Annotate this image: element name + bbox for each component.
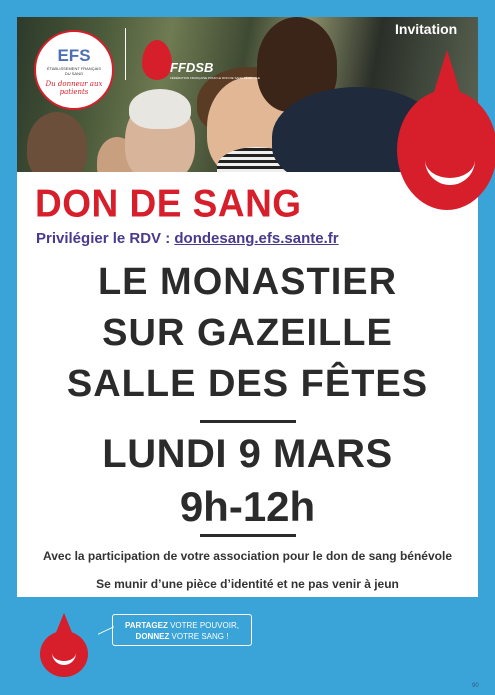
event-time: 9h-12h: [179, 483, 316, 530]
efs-name: ÉTABLISSEMENT FRANÇAIS DU SANG: [46, 66, 102, 76]
blood-drop-icon-body: [397, 90, 495, 210]
location-line-3: SALLE DES FÊTES: [66, 363, 429, 405]
ffdsb-drop-icon: [142, 40, 172, 80]
person-figure: [129, 89, 191, 129]
slogan-text-1: VOTRE POUVOIR,: [167, 621, 239, 630]
ffdsb-subtitle: FÉDÉRATION FRANÇAISE POUR LE DON DE SANG BÉNÉVOLE: [170, 76, 260, 80]
id-note: Se munir d’une pièce d’identité et ne pas venir à jeun: [96, 577, 399, 591]
efs-acronym: EFS: [57, 46, 91, 65]
appointment-prefix: Privilégier le RDV :: [36, 230, 175, 247]
logo-divider: [125, 28, 126, 80]
divider: [200, 534, 296, 537]
divider: [200, 420, 296, 423]
efs-logo: [34, 30, 114, 110]
person-figure: [27, 112, 87, 172]
page-title: DON DE SANG: [35, 181, 302, 225]
blood-drop-icon: [40, 613, 88, 675]
ffdsb-logo-text: FFDSB: [170, 60, 214, 75]
appointment-line: [36, 230, 339, 247]
event-date: LUNDI 9 MARS: [102, 432, 393, 476]
appointment-link[interactable]: dondesang.efs.sante.fr: [174, 230, 339, 247]
slogan-line-2: [113, 631, 251, 642]
slogan-line-1: [113, 620, 251, 631]
association-note: Avec la participation de votre association pour le don de sang bénévole: [43, 549, 452, 563]
location-line-1: LE MONASTIER: [97, 261, 398, 303]
slogan-text-2: VOTRE SANG !: [169, 632, 229, 641]
slogan-bubble: [112, 614, 252, 646]
location-line-2: SUR GAZEILLE: [102, 312, 393, 354]
slogan-bold-1: PARTAGEZ: [125, 621, 168, 630]
invitation-label: Invitation: [395, 21, 458, 37]
efs-tagline: Du donneur aux patients: [45, 80, 103, 96]
slogan-bold-2: DONNEZ: [135, 632, 170, 641]
page-number: 90: [472, 683, 479, 689]
blood-drop-icon: [397, 50, 495, 210]
